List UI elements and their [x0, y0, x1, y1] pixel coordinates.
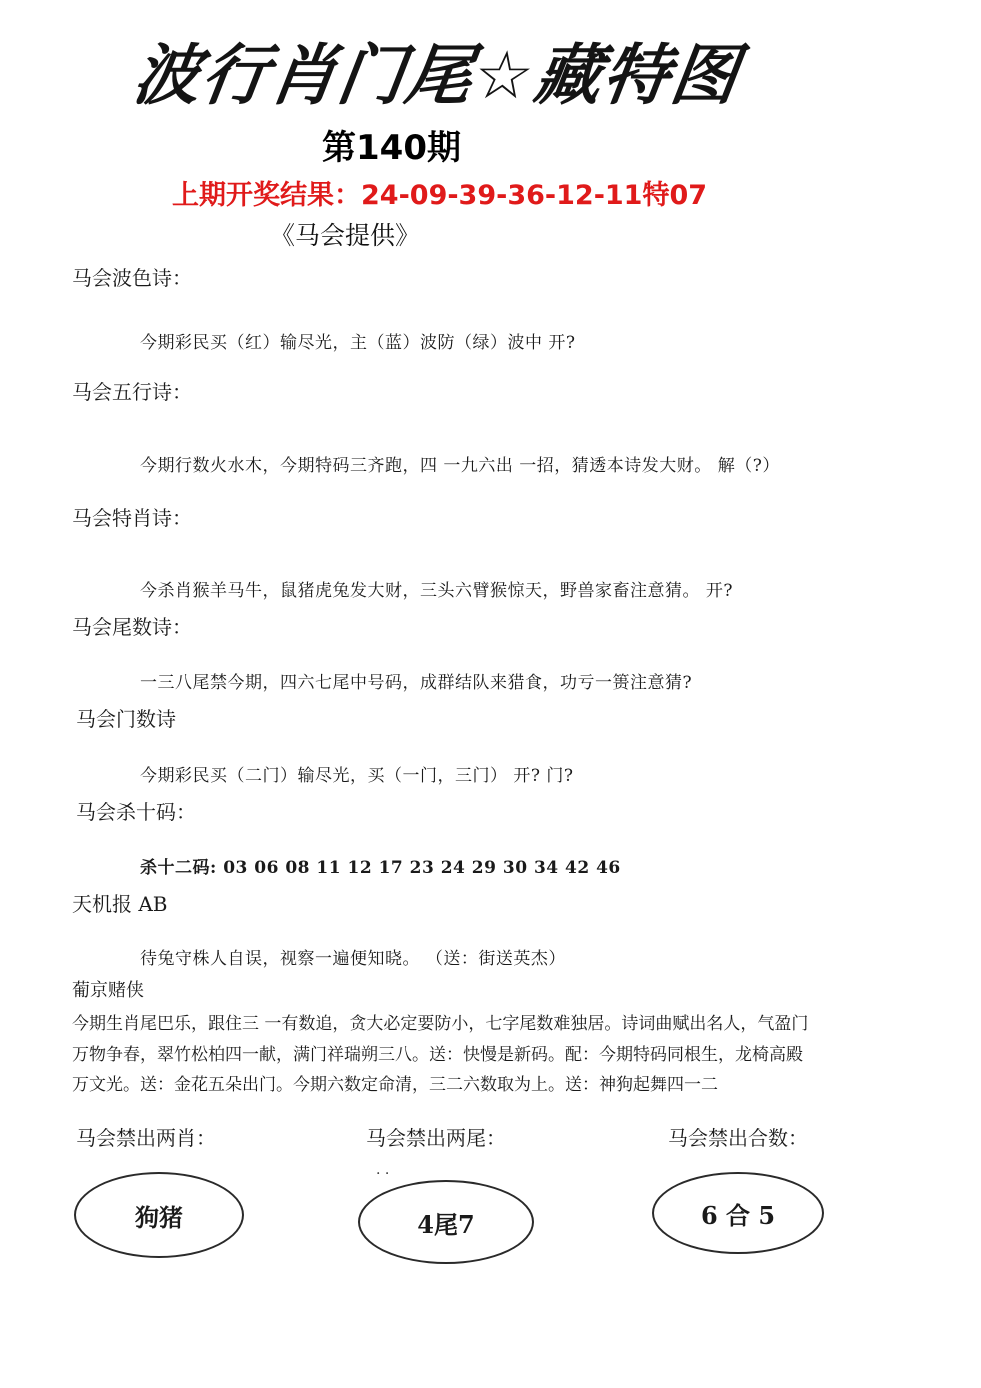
tail-poem-text: 一三八尾禁今期，四六七尾中号码，成群结队来猎食，功亏一篑注意猜? — [140, 673, 693, 693]
pujing-line-1: 今期生肖尾巴乐，跟住三 一有数追，贪大必定要防小，七字尾数难独居。诗词曲赋出名人，气盈门 — [72, 1014, 809, 1034]
wuxing-poem-text: 今期行数火水木，今期特码三齐跑，四 一九六出 一招，猜透本诗发大财。 解（?） — [140, 456, 780, 476]
pujing-heading: 葡京赌侠 — [72, 980, 144, 1001]
pujing-line-3: 万文光。送：金花五朵出门。今期六数定命清，三二六数取为上。送：神狗起舞四一二 — [72, 1075, 718, 1095]
ban-zodiac-label: 马会禁出两肖： — [76, 1126, 216, 1150]
tail-poem-heading: 马会尾数诗： — [72, 615, 192, 639]
ban-tail-value: 4尾7 — [417, 1209, 475, 1239]
kill-numbers-text: 杀十二码: 03 06 08 11 12 17 23 24 29 30 34 42 46 — [140, 858, 621, 878]
ban-sum-oval — [652, 1172, 824, 1254]
last-draw-result: 上期开奖结果：24-09-39-36-12-11特07 — [172, 180, 708, 211]
ban-tail-oval — [358, 1180, 534, 1264]
ban-zodiac-value: 狗猪 — [135, 1202, 183, 1232]
ban-tail-label: 马会禁出两尾： — [366, 1126, 506, 1150]
door-poem-text: 今期彩民买（二门）输尽光，买（一门，三门） 开? 门? — [140, 766, 574, 786]
decorative-dots: . . — [376, 1162, 390, 1178]
kill-numbers-heading: 马会杀十码： — [76, 800, 196, 824]
pujing-line-2: 万物争春，翠竹松柏四一献，满门祥瑞朔三八。送：快慢是新码。配：今期特码同根生，龙椅高殿 — [72, 1045, 803, 1065]
issue-number: 第140期 — [322, 128, 461, 168]
door-poem-heading: 马会门数诗 — [76, 707, 176, 731]
page-title: 波行肖门尾☆藏特图 — [128, 37, 745, 114]
tianji-heading: 天机报 AB — [72, 892, 168, 916]
wave-poem-text: 今期彩民买（红）输尽光，主（蓝）波防（绿）波中 开? — [140, 333, 576, 353]
wuxing-poem-heading: 马会五行诗： — [72, 380, 192, 404]
provider-label: 《马会提供》 — [270, 221, 421, 250]
zodiac-poem-text: 今杀肖猴羊马牛，鼠猪虎兔发大财，三头六臂猴惊天，野兽家畜注意猜。 开? — [140, 581, 734, 601]
ban-zodiac-oval — [74, 1172, 244, 1258]
ban-sum-label: 马会禁出合数： — [668, 1126, 808, 1150]
ban-sum-value: 6 合 5 — [700, 1200, 776, 1230]
wave-poem-heading: 马会波色诗： — [72, 266, 192, 290]
tianji-text: 待兔守株人自误，视察一遍便知晓。 （送：街送英杰） — [140, 949, 566, 969]
zodiac-poem-heading: 马会特肖诗： — [72, 506, 192, 530]
